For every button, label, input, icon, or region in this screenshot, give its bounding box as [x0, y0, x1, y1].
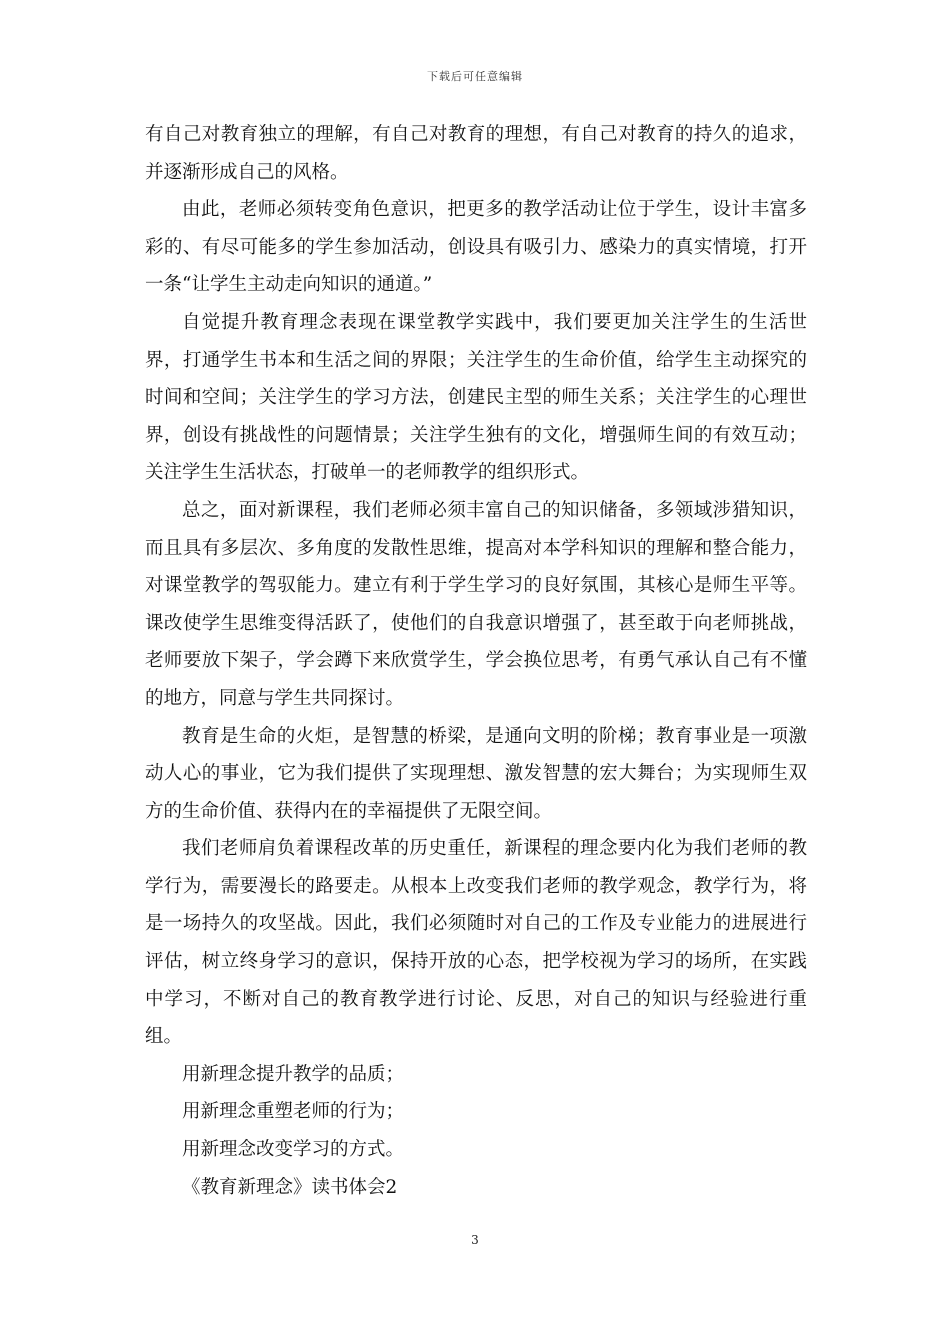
- document-body: [145, 116, 807, 1206]
- paragraph: 教育是生命的火炬，是智慧的桥梁，是通向文明的阶梯；教育事业是一项激动人心的事业，它为我们提供了实现理想、激发智慧的宏大舞台；为实现师生双方的生命价值、获得内在的幸福提供了无限空间。: [145, 725, 807, 822]
- list-line: 用新理念重塑老师的行为；: [182, 1101, 405, 1123]
- paragraph: 自觉提升教育理念表现在课堂教学实践中，我们要更加关注学生的生活世界，打通学生书本和生活之间的界限；关注学生的生命价值，给学生主动探究的时间和空间；关注学生的学习方法，创建民主型的师生关系；关注学生的心理世界，创设有挑战性的问题情景；关注学生独有的文化，增强师生间的有效互动；关注学生生活状态，打破单一的老师教学的组织形式。: [145, 311, 807, 484]
- list-line: 用新理念改变学习的方式。: [182, 1139, 405, 1161]
- paragraph-continuation: 有自己对教育独立的理解，有自己对教育的理想，有自己对教育的持久的追求，并逐渐形成自己的风格。: [145, 124, 807, 183]
- page-number: 3: [471, 1233, 479, 1247]
- paragraph: 我们老师肩负着课程改革的历史重任，新课程的理念要内化为我们老师的教学行为，需要漫长的路要走。从根本上改变我们老师的教学观念，教学行为，将是一场持久的攻坚战。因此，我们必须随时对自己的工作及专业能力的进展进行评估，树立终身学习的意识，保持开放的心态，把学校视为学习的场所，在实践中学习，不断对自己的教育教学进行讨论、反思，对自己的知识与经验进行重组。: [145, 838, 807, 1048]
- paragraph: 由此，老师必须转变角色意识，把更多的教学活动让位于学生，设计丰富多彩的、有尽可能多的学生参加活动，创设具有吸引力、感染力的真实情境，打开一条“让学生主动走向知识的通道。”: [145, 199, 807, 296]
- page-header: 下载后可任意编辑: [427, 70, 523, 83]
- paragraph: 总之，面对新课程，我们老师必须丰富自己的知识储备，多领域涉猎知识，而且具有多层次、多角度的发散性思维，提高对本学科知识的理解和整合能力，对课堂教学的驾驭能力。建立有利于学生学习的良好氛围，其核心是师生平等。课改使学生思维变得活跃了，使他们的自我意识增强了，甚至敢于向老师挑战，老师要放下架子，学会蹲下来欣赏学生，学会换位思考，有勇气承认自己有不懂的地方，同意与学生共同探讨。: [145, 499, 807, 709]
- section-title: 《教育新理念》读书体会2: [182, 1176, 398, 1198]
- list-line: 用新理念提升教学的品质；: [182, 1063, 405, 1085]
